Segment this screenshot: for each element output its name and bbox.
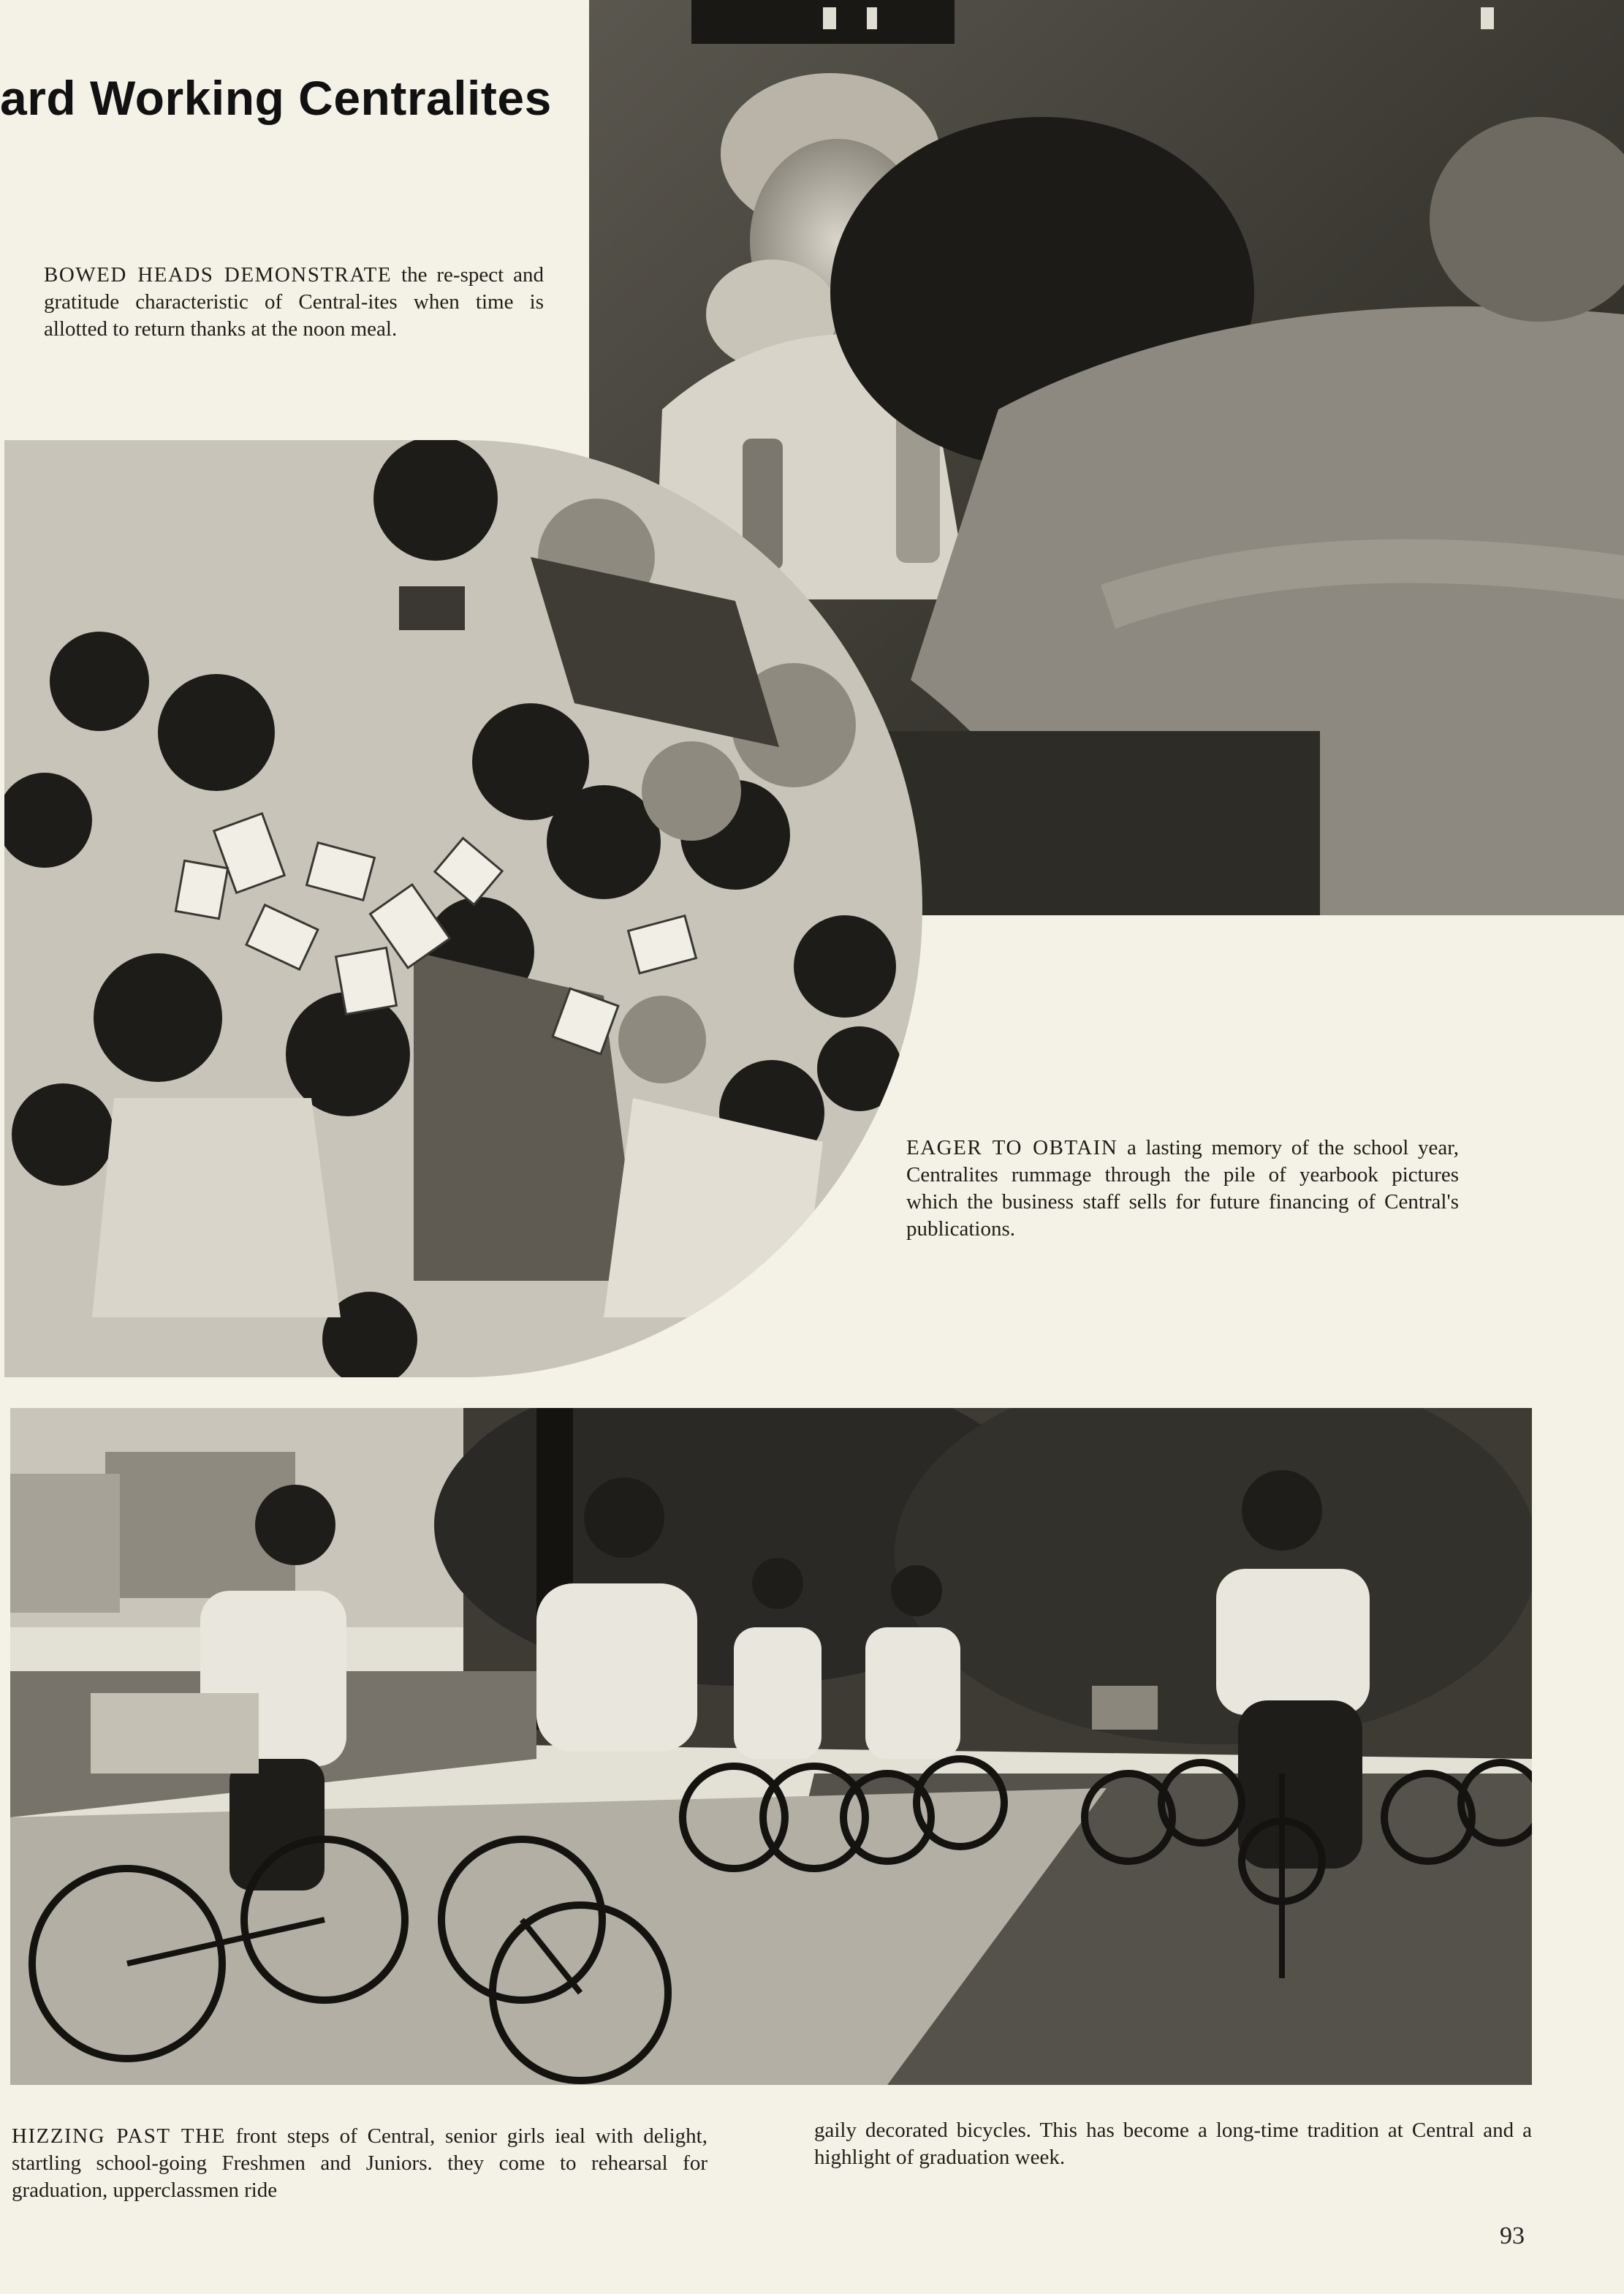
photo-yearbook-pictures bbox=[4, 440, 922, 1377]
page-number: 93 bbox=[1500, 2222, 1525, 2249]
caption-text: front steps of Central, senior girls ieal with delight, startling school-going Freshmen and Juniors. they come to rehearsal for graduation, upperclassmen ride bbox=[12, 2124, 707, 2202]
caption-text: a lasting memory of the school year, Centralites rummage through the pile of yearbook pictures which the business staff sells for future financing of Central's publications. bbox=[906, 1136, 1459, 1241]
caption-whizzing-right bbox=[814, 2117, 1532, 2171]
caption-eager bbox=[906, 1135, 1459, 1243]
caption-text: the re-spect and gratitude characteristic of Central-ites when time is allotted to return thanks at the noon meal. bbox=[44, 263, 544, 341]
caption-lead: EAGER TO OBTAIN bbox=[906, 1136, 1118, 1159]
page-title: ard Working Centralites bbox=[0, 71, 552, 125]
caption-lead: BOWED HEADS DEMONSTRATE bbox=[44, 263, 392, 287]
photo-bicycle-riders bbox=[10, 1408, 1532, 2085]
caption-bowed-heads bbox=[44, 262, 544, 343]
caption-whizzing-left bbox=[12, 2123, 707, 2204]
caption-lead: HIZZING PAST THE bbox=[12, 2124, 226, 2148]
caption-text: gaily decorated bicycles. This has become a long-time tradition at Central and a highlight of graduation week. bbox=[814, 2119, 1532, 2169]
